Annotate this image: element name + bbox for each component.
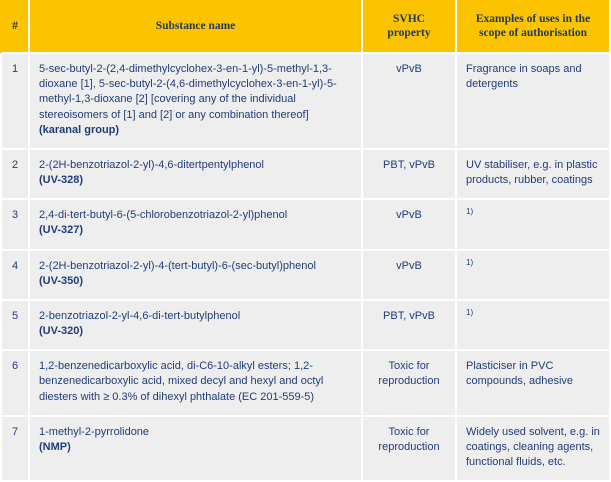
cell-svhc-property: Toxic for reproduction — [363, 351, 457, 417]
column-header-examples-of-uses — [457, 0, 611, 54]
substance-alias-text: (NMP) — [39, 440, 71, 453]
column-header-uses-line1: Examples of uses in the — [475, 12, 591, 25]
substance-name-text: 5-sec-butyl-2-(2,4-dimethylcyclohex-3-en-1-yl)-5-methyl-1,3-dioxane [1], 5-sec-butyl-2-(4,6-dimethylcyclohex-3-en-1-yl)-5-methyl-1,3-dioxane [2] [covering any of the individual stereoisomers of [1] and [2] or any combination thereof] — [39, 63, 337, 121]
substance-name-text: 2-(2H-benzotriazol-2-yl)-4,6-ditertpentylphenol — [39, 158, 264, 171]
substance-alias-text: (karanal group) — [39, 123, 120, 136]
cell-examples-of-uses — [457, 351, 611, 417]
footnote-marker: 1) — [466, 257, 474, 267]
table-header — [0, 0, 611, 54]
cell-substance-name — [30, 54, 363, 150]
column-header-svhc-property-line1: SVHC — [393, 12, 425, 25]
table-row — [0, 200, 611, 250]
substance-alias-text: (UV-350) — [39, 274, 84, 287]
substance-alias-text: (UV-320) — [39, 325, 84, 338]
substance-alias-text: (UV-328) — [39, 174, 84, 187]
column-header-uses-line2: scope of authorisation — [479, 27, 587, 39]
substance-name-text: 2,4-di-tert-butyl-6-(5-chlorobenzotriazol-2-yl)phenol — [39, 209, 288, 222]
table-row — [0, 351, 611, 417]
cell-examples-of-uses — [457, 150, 611, 200]
table-row — [0, 54, 611, 150]
substance-name-text: 2-(2H-benzotriazol-2-yl)-4-(tert-butyl)-6-(sec-butyl)phenol — [39, 259, 316, 272]
cell-row-number: 6 — [0, 351, 30, 417]
cell-examples-of-uses — [457, 301, 611, 351]
column-header-svhc-property — [363, 0, 457, 54]
cell-examples-of-uses — [457, 417, 611, 482]
column-header-number: # — [0, 0, 30, 54]
substance-name-text: 2-benzotriazol-2-yl-4,6-di-tert-butylphenol — [39, 309, 241, 322]
footnote-marker: 1) — [466, 207, 474, 217]
cell-substance-name — [30, 351, 363, 417]
substance-name-text: 1,2-benzenedicarboxylic acid, di-C6-10-alkyl esters; 1,2-benzenedicarboxylic acid, mixed decyl and hexyl and octyl diesters with ≥ 0.3% of dihexyl phthalate (EC 201-559-5) — [39, 360, 324, 403]
examples-of-uses-text: Plasticiser in PVC compounds, adhesive — [466, 360, 574, 388]
cell-svhc-property: vPvB — [363, 251, 457, 301]
cell-substance-name — [30, 200, 363, 250]
footnote-marker: 1) — [466, 307, 474, 317]
cell-svhc-property: vPvB — [363, 200, 457, 250]
cell-examples-of-uses — [457, 200, 611, 250]
cell-row-number: 1 — [0, 54, 30, 150]
column-header-substance-name: Substance name — [30, 0, 363, 54]
cell-svhc-property: PBT, vPvB — [363, 301, 457, 351]
table-body — [0, 54, 611, 482]
cell-row-number: 7 — [0, 417, 30, 482]
table-row — [0, 417, 611, 482]
table-row — [0, 150, 611, 200]
examples-of-uses-text: Widely used solvent, e.g. in coatings, cleaning agents, functional fluids, etc. — [466, 425, 600, 469]
table-header-row — [0, 0, 611, 54]
cell-svhc-property: vPvB — [363, 54, 457, 150]
examples-of-uses-text: Fragrance in soaps and detergents — [466, 63, 582, 91]
cell-examples-of-uses — [457, 251, 611, 301]
examples-of-uses-text: UV stabiliser, e.g. in plastic products, rubber, coatings — [466, 158, 598, 187]
cell-row-number: 5 — [0, 301, 30, 351]
cell-substance-name — [30, 150, 363, 200]
substance-name-text: 1-methyl-2-pyrrolidone — [39, 425, 150, 438]
table-row — [0, 301, 611, 351]
cell-svhc-property: PBT, vPvB — [363, 150, 457, 200]
substance-alias-text: (UV-327) — [39, 224, 84, 237]
column-header-svhc-property-line2: property — [387, 27, 431, 39]
cell-substance-name — [30, 301, 363, 351]
cell-examples-of-uses — [457, 54, 611, 150]
table-row — [0, 251, 611, 301]
cell-substance-name — [30, 251, 363, 301]
cell-substance-name — [30, 417, 363, 482]
cell-row-number: 2 — [0, 150, 30, 200]
cell-row-number: 3 — [0, 200, 30, 250]
cell-svhc-property: Toxic for reproduction — [363, 417, 457, 482]
cell-row-number: 4 — [0, 251, 30, 301]
